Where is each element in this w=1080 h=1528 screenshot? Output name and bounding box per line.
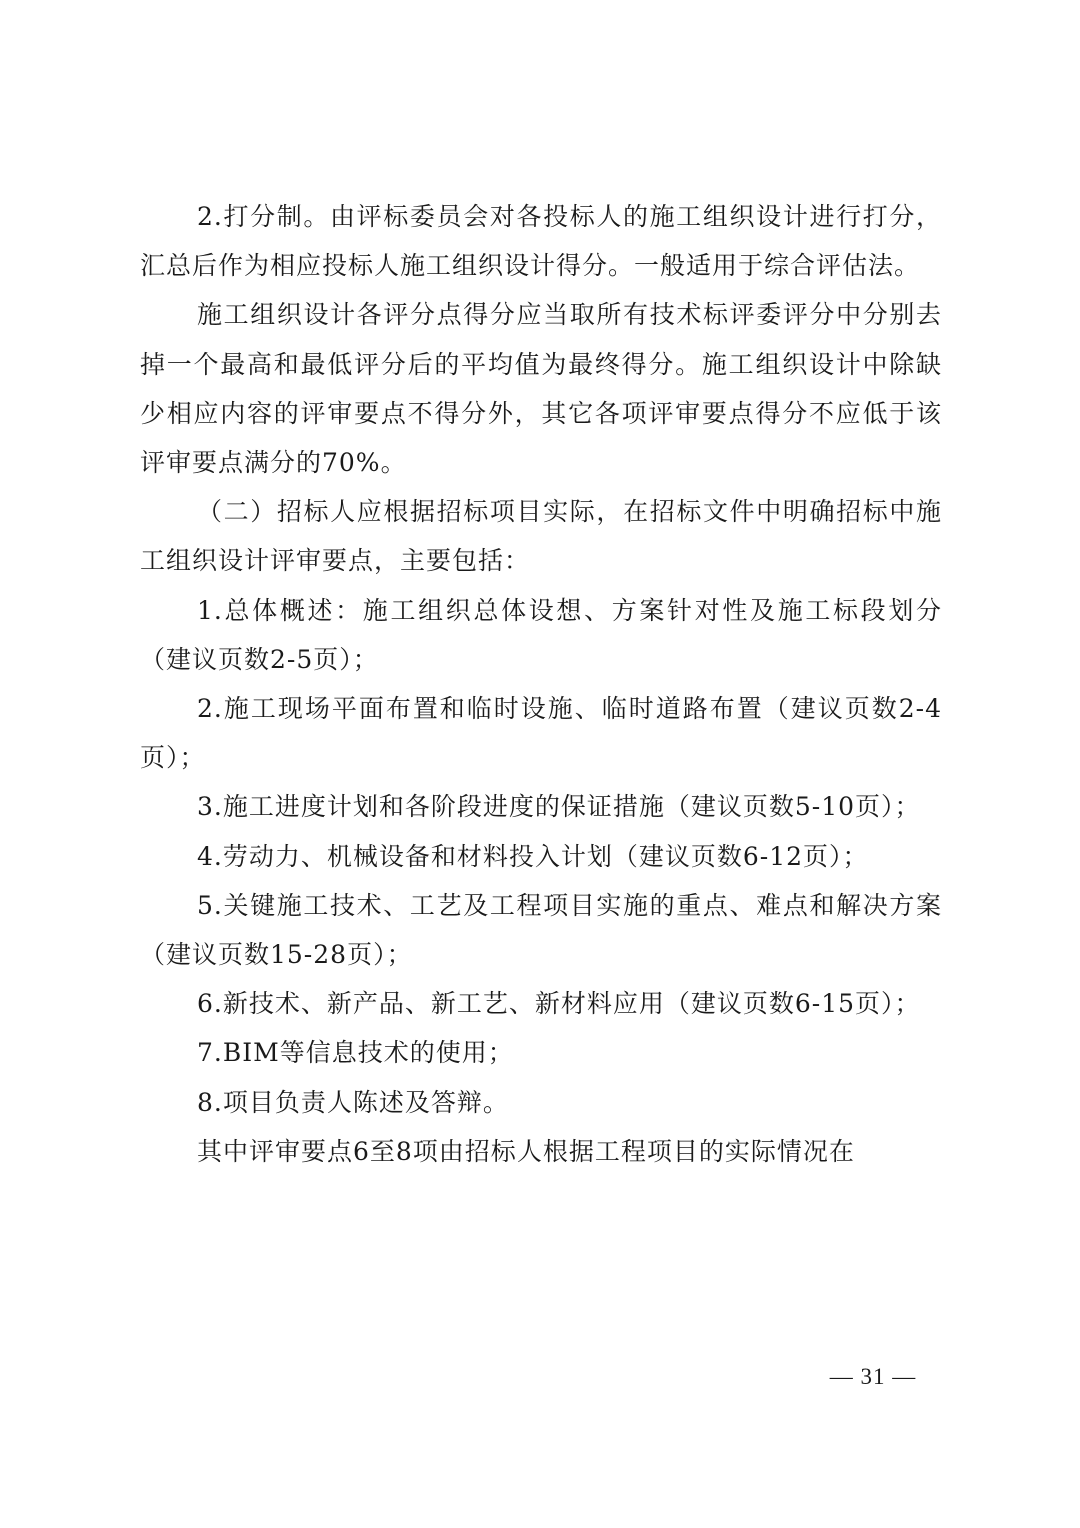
paragraph-scoring-method: 2.打分制。由评标委员会对各投标人的施工组织设计进行打分，汇总后作为相应投标人施工组织设计得分。一般适用于综合评估法。 <box>140 202 942 281</box>
body-text <box>140 192 942 1176</box>
list-item-resources: 4.劳动力、机械设备和材料投入计划（建议页数6-12页）； <box>197 841 869 871</box>
list-item-schedule: 3.施工进度计划和各阶段进度的保证措施（建议页数5-10页）； <box>197 792 921 822</box>
list-item-site-layout: 2.施工现场平面布置和临时设施、临时道路布置（建议页数2-4页）； <box>140 694 942 773</box>
list-item-new-technology: 6.新技术、新产品、新工艺、新材料应用（建议页数6-15页）； <box>197 989 921 1019</box>
list-item-presentation: 8.项目负责人陈述及答辩。 <box>197 1087 509 1117</box>
list-item-bim: 7.BIM等信息技术的使用； <box>197 1038 514 1068</box>
paragraph-score-calculation: 施工组织设计各评分点得分应当取所有技术标评委评分中分别去掉一个最高和最低评分后的平均值为最终得分。施工组织设计中除缺少相应内容的评审要点不得分外，其它各项评审要点得分不应低于该评审要点满分的70%。 <box>140 300 942 478</box>
paragraph-review-points-intro: （二）招标人应根据招标项目实际，在招标文件中明确招标中施工组织设计评审要点，主要包括： <box>140 497 942 576</box>
list-item-key-techniques: 5.关键施工技术、工艺及工程项目实施的重点、难点和解决方案（建议页数15-28页）； <box>140 890 942 970</box>
paragraph-continuation: 其中评审要点6至8项由招标人根据工程项目的实际情况在 <box>197 1136 855 1166</box>
page-number: — 31 — <box>829 1364 917 1389</box>
list-item-overview: 1.总体概述：施工组织总体设想、方案针对性及施工标段划分（建议页数2-5页）； <box>140 595 942 674</box>
